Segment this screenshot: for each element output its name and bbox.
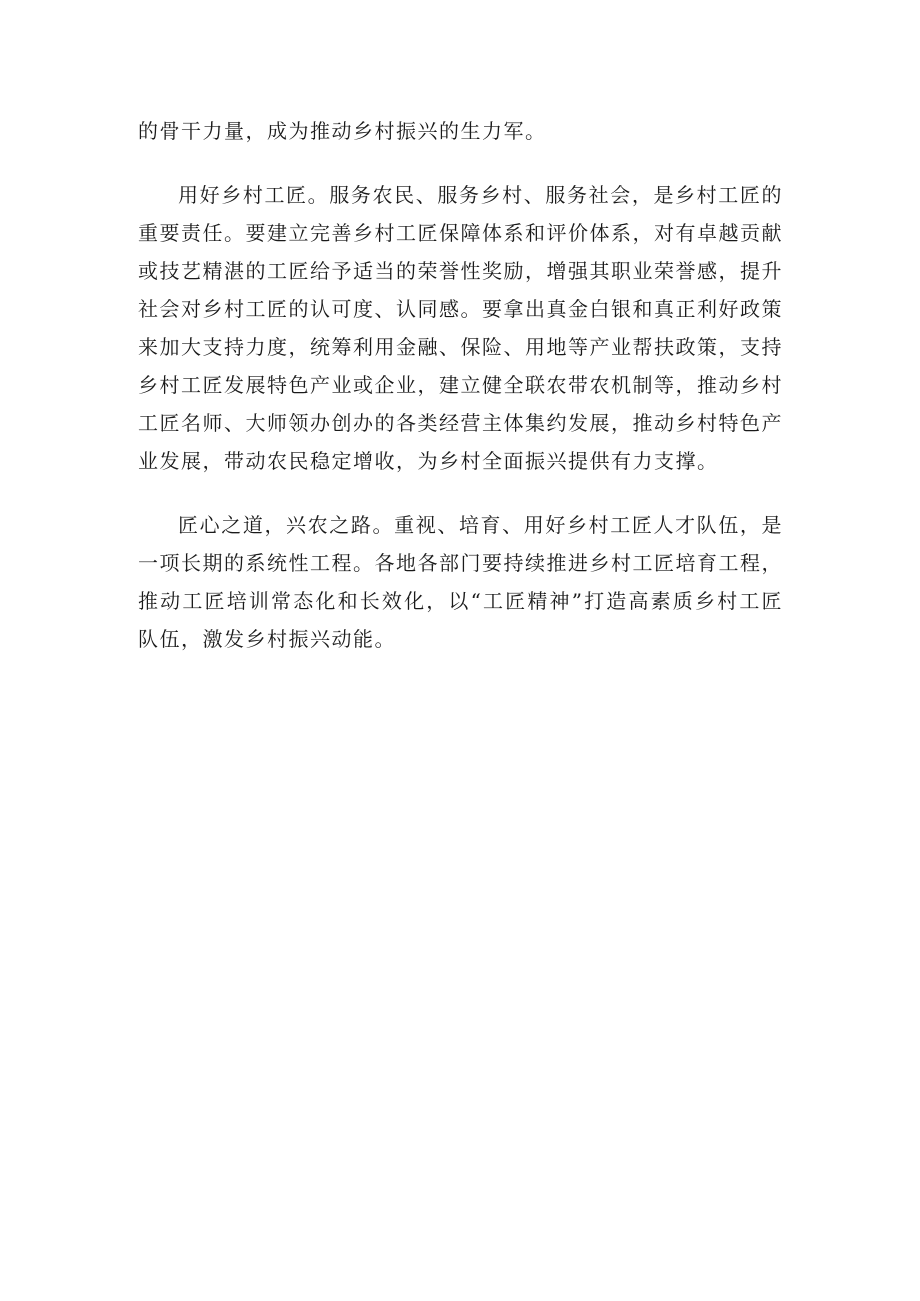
paragraph-craftsman-path: 匠心之道，兴农之路。重视、培育、用好乡村工匠人才队伍，是一项长期的系统性工程。各地各部门要持续推进乡村工匠培育工程，推动工匠培训常态化和长效化，以“工匠精神”打造高素质乡村工匠队伍，激发乡村振兴动能。 [138, 513, 783, 651]
paragraph-continuation: 的骨干力量，成为推动乡村振兴的生力军。 [138, 119, 547, 143]
document-body [138, 112, 783, 684]
paragraph-use-rural-craftsmen: 用好乡村工匠。服务农民、服务乡村、服务社会，是乡村工匠的重要责任。要建立完善乡村工匠保障体系和评价体系，对有卓越贡献或技艺精湛的工匠给予适当的荣誉性奖励，增强其职业荣誉感，提升社会对乡村工匠的认可度、认同感。要拿出真金白银和真正利好政策来加大支持力度，统筹利用金融、保险、用地等产业帮扶政策，支持乡村工匠发展特色产业或企业，建立健全联农带农机制等，推动乡村工匠名师、大师领办创办的各类经营主体集约发展，推动乡村特色产业发展，带动农民稳定增收，为乡村全面振兴提供有力支撑。 [138, 183, 783, 473]
